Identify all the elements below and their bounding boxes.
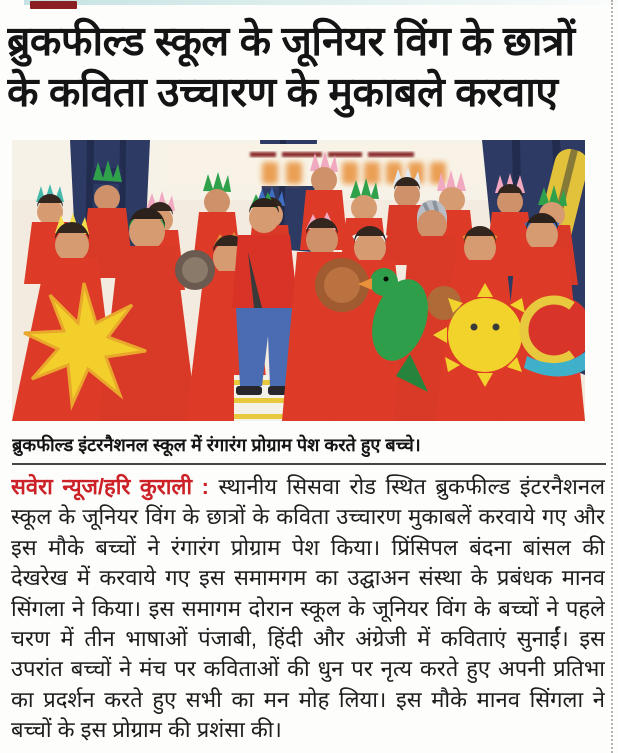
headline-line-1: ब्रुकफील्ड स्कूल के जूनियर विंग के छात्रों [7,18,575,64]
column-divider-dotted [611,0,613,753]
headline-line-2: के कविता उच्चारण के मुकाबले करवाए [7,69,558,115]
scan-edge-tint [24,0,618,5]
article-headline [7,16,602,126]
byline: सवेरा न्यूज/हरि कुराली : [11,474,209,499]
photo-illustration [12,140,585,421]
photo-caption: ब्रुकफील्ड इंटरनैशनल स्कूल में रंगारंग प्रोग्राम पेश करते हुए बच्चे। [12,435,421,455]
article-photo [12,140,585,421]
article-body [11,472,605,751]
top-edge-red-mark [30,1,77,9]
mask-cutout [524,296,585,377]
body-text-content: स्थानीय सिसवा रोड स्थित ब्रुकफील्ड इंटरनैशनल स्कूल के जूनियर विंग के छात्रों के कविता उच्चारण मुकाबलें करवाये गए और इस मौके बच्चों ने रंगारंग प्रोग्राम पेश किया। प्रिंसिपल बंदना बांसल की देखरेख में करवाये गए इस समामगम का उद्घाअन संस्था के प्रबंधक मानव सिंगला ने किया। इस समागम दोरान स्कूल के जूनियर विंग के बच्चों ने पहले चरण में तीन भाषाओं पंजाबी, हिंदी और अंग्रेजी में कविताएं सुनाईं। इस उपरांत बच्चों ने मंच पर कविताओं की धुन पर नृत्य करते हुए अपनी प्रतिभा का प्रदर्शन करते हुए सभी का मन मोह लिया। इस मौके मानव सिंगला ने बच्चों के इस प्रोग्राम की प्रशंसा की। [11,474,605,743]
caption-divider-rule [12,463,606,465]
body-text [11,474,605,742]
